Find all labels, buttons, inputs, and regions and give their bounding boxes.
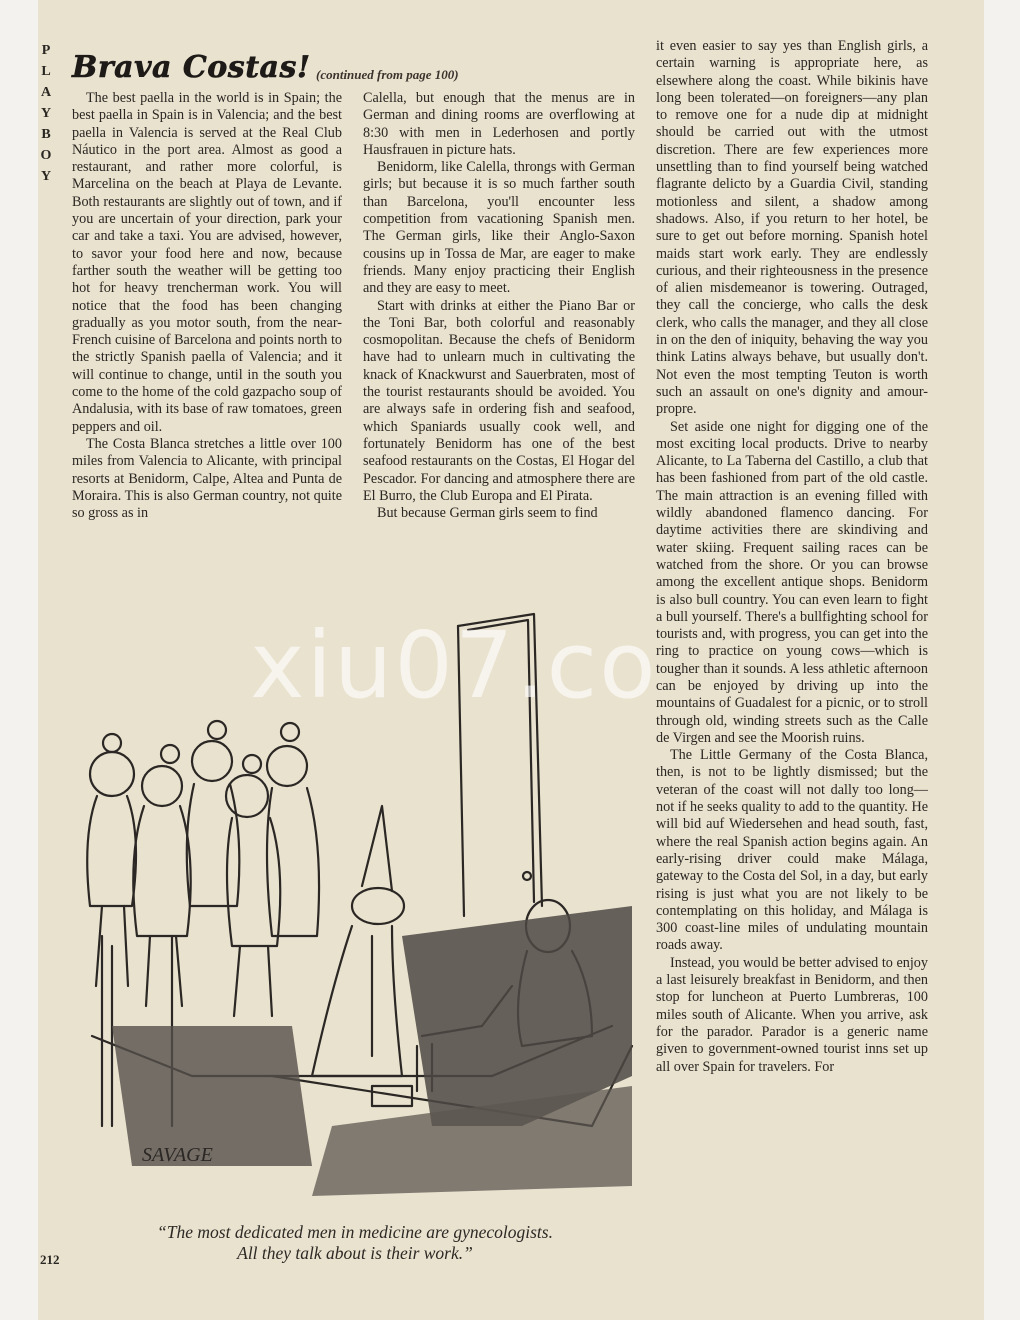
continued-note: (continued from page 100) <box>316 67 459 82</box>
watermark: xiu07.co <box>250 612 658 719</box>
paragraph: The Costa Blanca stretches a little over 100 miles from Valencia to Alicante, with principal resorts at Benidorm, Calpe, Altea and Punta de Moraira. This is also German country, not quite so gross as in <box>72 435 342 522</box>
cartoon-caption <box>72 1222 638 1264</box>
paragraph: Start with drinks at either the Piano Bar or the Toni Bar, both colorful and reasonably cosmopolitan. Because the chefs of Benidorm have had to unlearn much in cultivating the knack of Knackwurst and Sauerbraten, most of the tourist restaurants should be avoided. You are always safe in ordering fish and seafood, which Spaniards usually cook well, and fortunately Benidorm has one of the best seafood restaurants on the Costas, El Hogar del Pescador. For dancing and atmosphere there are El Burro, the Club Europa and El Pirata. <box>363 297 635 504</box>
caption-line-2: All they talk about is their work.” <box>237 1243 473 1263</box>
caption-line-1: “The most dedicated men in medicine are gynecologists. <box>157 1222 553 1242</box>
magazine-name-letter: B <box>41 127 53 142</box>
magazine-name-letter: O <box>40 148 54 163</box>
article-headline: Brava Costas! <box>72 50 311 85</box>
paragraph: it even easier to say yes than English girls, a certain warning is appropriate here, as elsewhere along the coast. While bikinis have long been tolerated—on foreigners—any plan to remove one for a nude dip at midnight should be carried out with the utmost discretion. There are few experiences more unsettling than to find yourself being watched flagrante delicto by a Guardia Civil, standing motionless and silent, a shadow among shadows. Also, if you return to her hotel, be sure to get out before morning. Spanish hotel maids start work early. They are endlessly curious, and their righteousness in the presence of alien misdemeanor is towering. Outraged, they call the concierge, who calls the desk clerk, who calls the manager, and they all close in on the den of iniquity, behaving the way you think Latins always behave, but usually don't. Not even the most tempting Teuton is worth such an assault on one's dignity and amour-propre. <box>656 38 928 418</box>
doctors-group <box>87 721 319 1016</box>
text-column-2 <box>363 90 635 522</box>
page-number: 212 <box>40 1252 60 1267</box>
paragraph: Instead, you would be better advised to enjoy a last leisurely breakfast in Benidorm, and then stop for luncheon at Puerto Lumbreras, 100 miles south of Alicante. When you arrive, ask for the parador. Parador is a generic name given to government-owned tourist inns set up all over Spain for travelers. For <box>656 954 928 1075</box>
cartoon-illustration <box>72 606 638 1208</box>
text-column-1 <box>72 90 342 522</box>
magazine-name-letter: L <box>41 64 53 79</box>
text-column-3 <box>656 38 928 1076</box>
paragraph: Set aside one night for digging one of the most exciting local products. Drive to nearby Alicante, to La Taberna del Castillo, a club that has been fashioned from part of the old castle. The main attraction is an evening filled with wildly abandoned flamenco dancing. For daytime activities there are skindiving and water skiing. Frequent sailing races can be watched from the shore. Or you can browse among the excellent antique shops. Benidorm is also bull country. You can even learn to fight a bull yourself. There's a bullfighting school for tourists and, with progress, you can get into the ring to practice on young cows—which is tougher than it sounds. A less athletic afternoon can be enjoyed by driving up into the mountains of Guadalest for a picnic, or to stroll through old, winding streets such as the Calle de Virgen and see the Moorish ruins. <box>656 418 928 746</box>
magazine-name-letter: Y <box>40 106 54 121</box>
paragraph: The best paella in the world is in Spain; the best paella in Spain is in Valencia; and the best paella in Valencia is served at the Real Club Náutico in the port area. Almost as good a restaurant, and rather more colorful, is Marcelina on the beach at Playa de Levante. Both restaurants are slightly out of town, and if you are uncertain of your direction, park your car and take a taxi. You are advised, however, to savor your food here and now, because farther south the weather will be getting too hot for heavy trencherman work. You will notice that the food has been changing gradually as you motor south, from the near-French cuisine of Barcelona and points north to the strictly Spanish paella of Valencia; and it will continue to change, until in the south you come to the home of the cold gazpacho soup of Andalusia, with its base of raw tomatoes, green peppers and oil. <box>72 90 342 435</box>
paragraph: Benidorm, like Calella, throngs with German girls; but because it is so much farther south than Barcelona, you'll encounter less competition from vacationing Spanish men. The German girls, like their Anglo-Saxon cousins up in Tossa de Mar, are eager to make friends. Many enjoy practicing their English and they are easy to meet. <box>363 159 635 297</box>
paragraph: Calella, but enough that the menus are in German and dining rooms are overflowing at 8:30 with men in Lederhosen and portly Hausfrauen in picture hats. <box>363 90 635 158</box>
magazine-name-vertical <box>40 40 54 187</box>
artist-signature: SAVAGE <box>142 1144 213 1166</box>
paragraph: But because German girls seem to find <box>377 505 598 522</box>
magazine-name-letter: P <box>41 43 53 58</box>
nurse-figure <box>312 806 404 1076</box>
paragraph: The Little Germany of the Costa Blanca, then, is not to be lightly dismissed; but the veteran of the coast will not dally too long—not if he seeks quality to add to the quantity. He will bid auf Wiedersehen and head south, fast, where the real Spanish action begins again. An early-rising driver could make Málaga, gateway to the Costa del Sol, in a day, but early rising is just what you are not likely to be contemplating on this holiday, and Málaga is 300 coast-line miles of undulating mountain roads away. <box>656 747 928 954</box>
magazine-name-letter: A <box>40 85 54 100</box>
magazine-name-letter: Y <box>40 169 54 184</box>
